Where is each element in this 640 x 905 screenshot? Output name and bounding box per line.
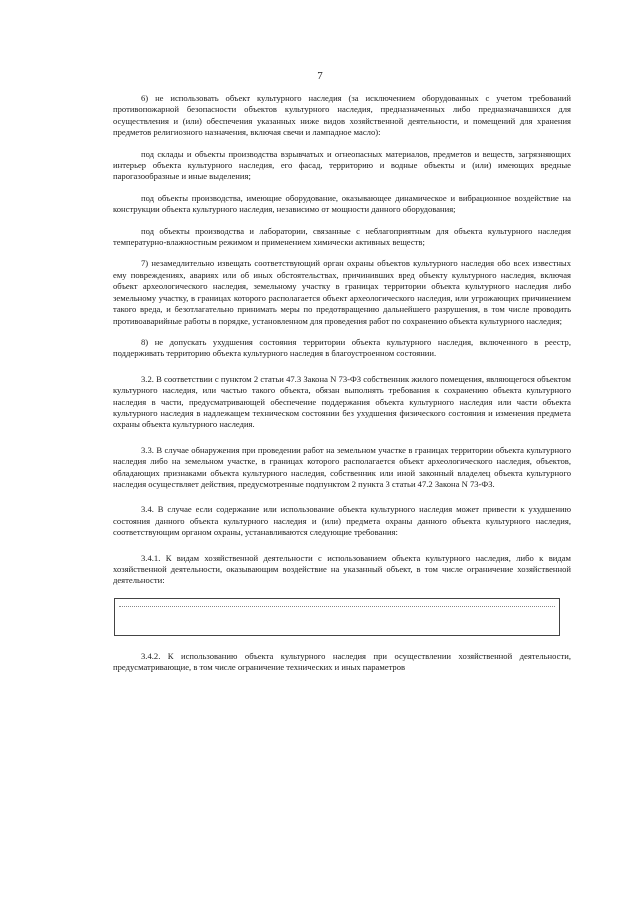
paragraph-3-4-1: 3.4.1. К видам хозяйственной деятельности с использованием объекта культурного наследия, либо к видам хозяйственной деятельности, оказывающим воздействие на указанный объект, в том числе ограничение хозяйственной деятельности:: [113, 552, 571, 586]
paragraph-item-7: 7) незамедлительно извещать соответствующий орган охраны объектов культурного наследия обо всех известных ему повреждениях, авариях или об иных обстоятельствах, причинивших вред объекту культурного наследия, включая объект археологического наследия, земельному участку в границах территории объекта культурного наследия либо земельному участку, в границах которого располагается объект археологического наследия, или угрожающих причинением такого вреда, и безотлагательно принимать меры по предотвращению дальнейшего разрушения, в том числе проводить противоаварийные работы в порядке, установленном для проведения работ по сохранению объекта культурного наследия;: [113, 258, 571, 326]
page-number: 7: [317, 70, 323, 82]
requirements-fill-box: [114, 598, 560, 636]
fill-box-dotted-line: [119, 606, 555, 607]
paragraph-warehouses: под склады и объекты производства взрывчатых и огнеопасных материалов, предметов и веществ, загрязняющих интерьер объекта культурного наследия, его фасад, территорию и водные объекты и (или) имеющих вредные парогазообразные и иные выделения;: [113, 148, 571, 182]
paragraph-3-4: 3.4. В случае если содержание или использование объекта культурного наследия может привести к ухудшению состояния данного объекта культурного наследия и (или) предмета охраны данного объекта культурного наследия, соответствующим органом охраны, устанавливаются следующие требования:: [113, 504, 571, 538]
paragraph-item-6: 6) не использовать объект культурного наследия (за исключением оборудованных с учетом требований противопожарной безопасности объектов культурного наследия, предназначенных либо предназначавшихся для осуществления и (или) обеспечения указанных ниже видов хозяйственной деятельности, и помещений для хранения предметов религиозного назначения, включая свечи и лампадное масло):: [113, 93, 571, 138]
paragraph-laboratories: под объекты производства и лаборатории, связанные с неблагоприятным для объекта культурного наследия температурно-влажностным режимом и применением химически активных веществ;: [113, 225, 571, 248]
paragraph-3-2: 3.2. В соответствии с пунктом 2 статьи 47.3 Закона N 73-ФЗ собственник жилого помещения, являющегося объектом культурного наследия, или частью такого объекта, обязан выполнять требования к сохранению объекта культурного наследия в части, предусматривающей обеспечение поддержания объекта культурного наследия или части объекта культурного наследия в надлежащем техническом состоянии без ухудшения физического состояния и изменения предмета охраны объекта культурного наследия.: [113, 373, 571, 430]
paragraph-3-4-2: 3.4.2. К использованию объекта культурного наследия при осуществлении хозяйственной деятельности, предусматривающие, в том числе ограничение технических и иных параметров: [113, 650, 571, 673]
paragraph-production-equipment: под объекты производства, имеющие оборудование, оказывающее динамическое и вибрационное воздействие на конструкции объекта культурного наследия, независимо от мощности данного оборудования;: [113, 192, 571, 215]
paragraph-3-3: 3.3. В случае обнаружения при проведении работ на земельном участке в границах территории объекта культурного наследия либо на земельном участке, в границах которого располагается объект археологического наследия, объектов, обладающих признаками объекта культурного наследия, собственник или иной законный владелец объекта культурного наследия осуществляет действия, предусмотренные подпунктом 2 пункта 3 статьи 47.2 Закона N 73-ФЗ.: [113, 444, 571, 489]
paragraph-item-8: 8) не допускать ухудшения состояния территории объекта культурного наследия, включенного в реестр, поддерживать территорию объекта культурного наследия в благоустроенном состоянии.: [113, 336, 571, 359]
document-body: [113, 93, 571, 674]
